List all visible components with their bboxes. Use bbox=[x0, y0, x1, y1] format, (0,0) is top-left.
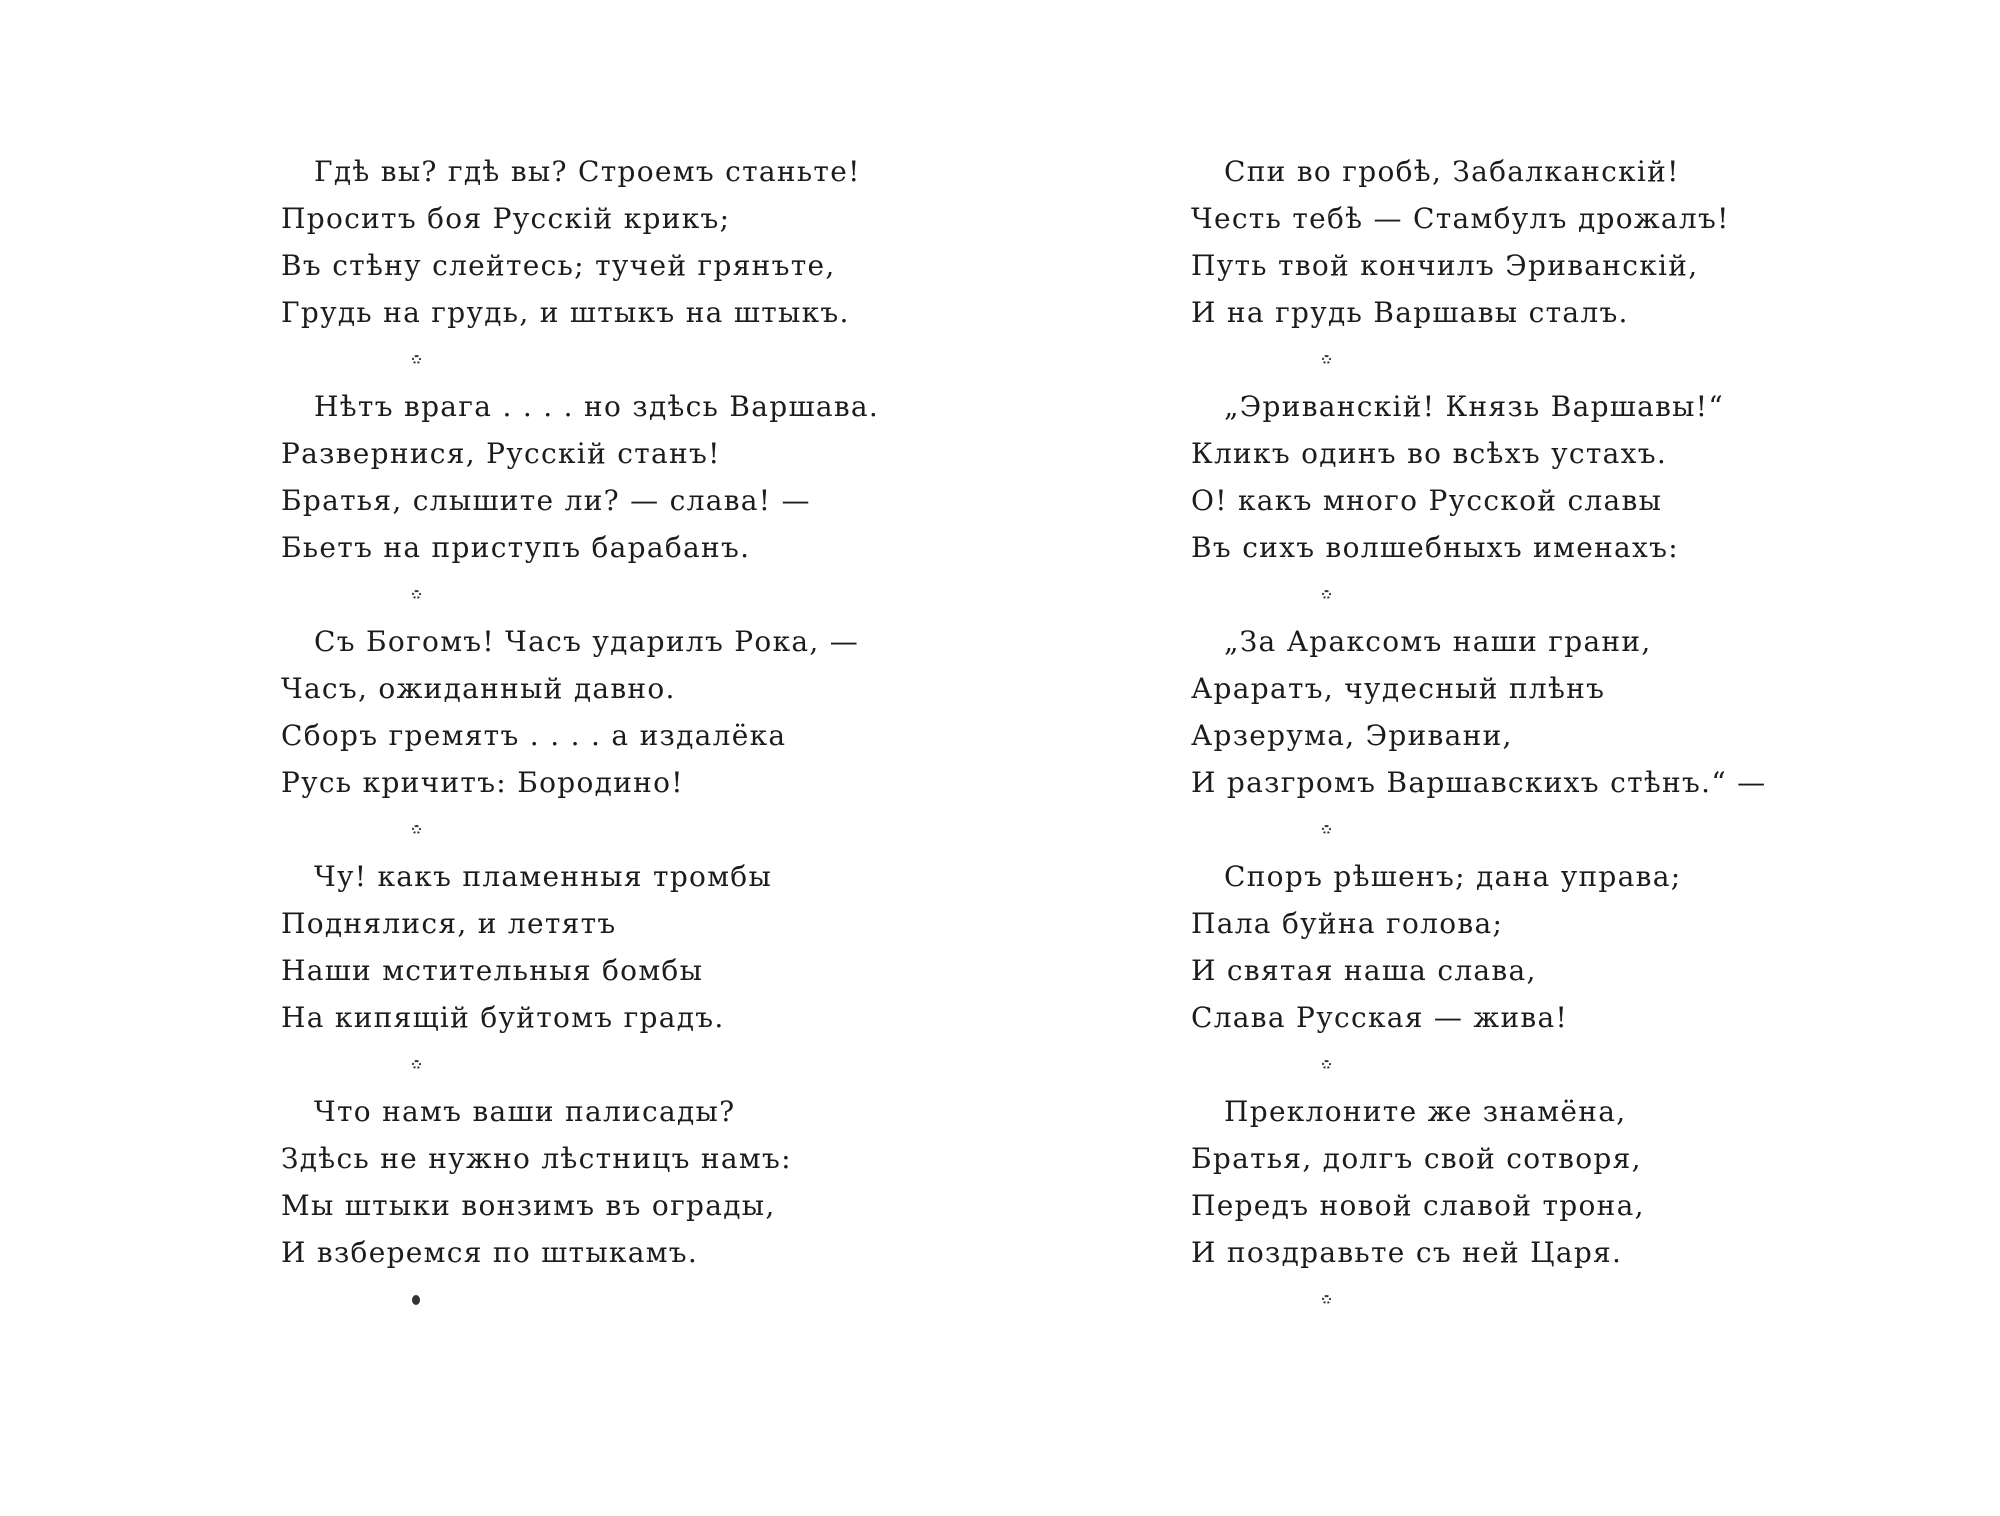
verse-line: Братья, долгъ свой сотворя, bbox=[1191, 1142, 1642, 1175]
ornament-icon bbox=[1322, 355, 1331, 364]
verse-line: Русь кричитъ: Бородино! bbox=[281, 766, 684, 799]
verse-line: Развернися, Русскій станъ! bbox=[281, 437, 721, 470]
verse-line: Нѣтъ врага . . . . но здѣсь Варшава. bbox=[314, 390, 880, 423]
verse-line: Кликъ одинъ во всѣхъ устахъ. bbox=[1191, 437, 1668, 470]
verse-line: Чу! какъ пламенныя тромбы bbox=[314, 860, 773, 893]
verse-line: Съ Богомъ! Часъ ударилъ Рока, — bbox=[314, 625, 860, 658]
stanza-divider-ornament bbox=[281, 1041, 551, 1088]
verse-line: „Эриванскій! Князь Варшавы!“ bbox=[1224, 390, 1724, 423]
verse-line: Часъ, ожиданный давно. bbox=[281, 672, 676, 705]
ornament-icon bbox=[1322, 825, 1331, 834]
ornament-icon bbox=[1322, 590, 1331, 599]
verse-line: Преклоните же знамёна, bbox=[1224, 1095, 1627, 1128]
verse-line: На кипящій буйтомъ градъ. bbox=[281, 1001, 725, 1034]
verse-line: Путь твой кончилъ Эриванскій, bbox=[1191, 249, 1699, 282]
ornament-icon bbox=[412, 1060, 421, 1069]
stanza-divider-ornament bbox=[1191, 1276, 1461, 1323]
ornament-icon bbox=[412, 355, 421, 364]
stanza bbox=[1191, 853, 1831, 1041]
verse-line: Проситъ боя Русскій крикъ; bbox=[281, 202, 731, 235]
verse-line: Передъ новой славой трона, bbox=[1191, 1189, 1645, 1222]
verse-line: Араратъ, чудесный плѣнъ bbox=[1191, 672, 1606, 705]
ornament-icon bbox=[1322, 1295, 1331, 1304]
ornament-icon bbox=[1322, 1060, 1331, 1069]
stanza-divider-ornament bbox=[281, 571, 551, 618]
left-page-column bbox=[281, 148, 921, 1323]
stanza-divider-ornament bbox=[281, 336, 551, 383]
ornament-icon bbox=[412, 825, 421, 834]
verse-line: Здѣсь не нужно лѣстницъ намъ: bbox=[281, 1142, 792, 1175]
stanza-divider-ornament bbox=[281, 806, 551, 853]
verse-line: „За Араксомъ наши грани, bbox=[1224, 625, 1652, 658]
verse-line: Братья, слышите ли? — слава! — bbox=[281, 484, 811, 517]
verse-line: Споръ рѣшенъ; дана управа; bbox=[1224, 860, 1682, 893]
stanza bbox=[1191, 1088, 1831, 1276]
verse-line: Слава Русская — жива! bbox=[1191, 1001, 1569, 1034]
verse-line: Честь тебѣ — Стамбулъ дрожалъ! bbox=[1191, 202, 1730, 235]
verse-line: И разгромъ Варшавскихъ стѣнъ.“ — bbox=[1191, 766, 1767, 799]
verse-line: Въ сихъ волшебныхъ именахъ: bbox=[1191, 531, 1679, 564]
verse-line: Пала буйна голова; bbox=[1191, 907, 1504, 940]
verse-line: О! какъ много Русской славы bbox=[1191, 484, 1663, 517]
verse-line: И взберемся по штыкамъ. bbox=[281, 1236, 699, 1269]
stanza bbox=[281, 148, 921, 336]
verse-line: Поднялися, и летятъ bbox=[281, 907, 617, 940]
verse-line: Бьетъ на приступъ барабанъ. bbox=[281, 531, 751, 564]
stanza-divider-ornament bbox=[1191, 806, 1461, 853]
verse-line: И поздравьте съ ней Царя. bbox=[1191, 1236, 1623, 1269]
ornament-icon bbox=[412, 590, 421, 599]
verse-line: Что намъ ваши палисады? bbox=[314, 1095, 736, 1128]
stanza-divider-ornament bbox=[1191, 571, 1461, 618]
verse-line: Гдѣ вы? гдѣ вы? Строемъ станьте! bbox=[314, 155, 861, 188]
verse-line: Грудь на грудь, и штыкъ на штыкъ. bbox=[281, 296, 850, 329]
stanza bbox=[281, 853, 921, 1041]
verse-line: Въ стѣну слейтесь; тучей грянъте, bbox=[281, 249, 836, 282]
verse-line: И на грудь Варшавы сталъ. bbox=[1191, 296, 1629, 329]
ornament-icon bbox=[412, 1295, 420, 1305]
stanza-divider-ornament bbox=[281, 1276, 551, 1323]
verse-line: Спи во гробѣ, Забалканскій! bbox=[1224, 155, 1680, 188]
verse-line: Наши мстительныя бомбы bbox=[281, 954, 704, 987]
stanza-divider-ornament bbox=[1191, 336, 1461, 383]
right-page-column bbox=[1191, 148, 1831, 1323]
verse-line: Сборъ гремятъ . . . . а издалёка bbox=[281, 719, 787, 752]
stanza bbox=[281, 618, 921, 806]
stanza bbox=[1191, 383, 1831, 571]
stanza bbox=[281, 383, 921, 571]
stanza bbox=[281, 1088, 921, 1276]
stanza bbox=[1191, 148, 1831, 336]
stanza-divider-ornament bbox=[1191, 1041, 1461, 1088]
verse-line: Мы штыки вонзимъ въ ограды, bbox=[281, 1189, 776, 1222]
stanza bbox=[1191, 618, 1831, 806]
verse-line: И святая наша слава, bbox=[1191, 954, 1537, 987]
verse-line: Арзерума, Эривани, bbox=[1191, 719, 1513, 752]
